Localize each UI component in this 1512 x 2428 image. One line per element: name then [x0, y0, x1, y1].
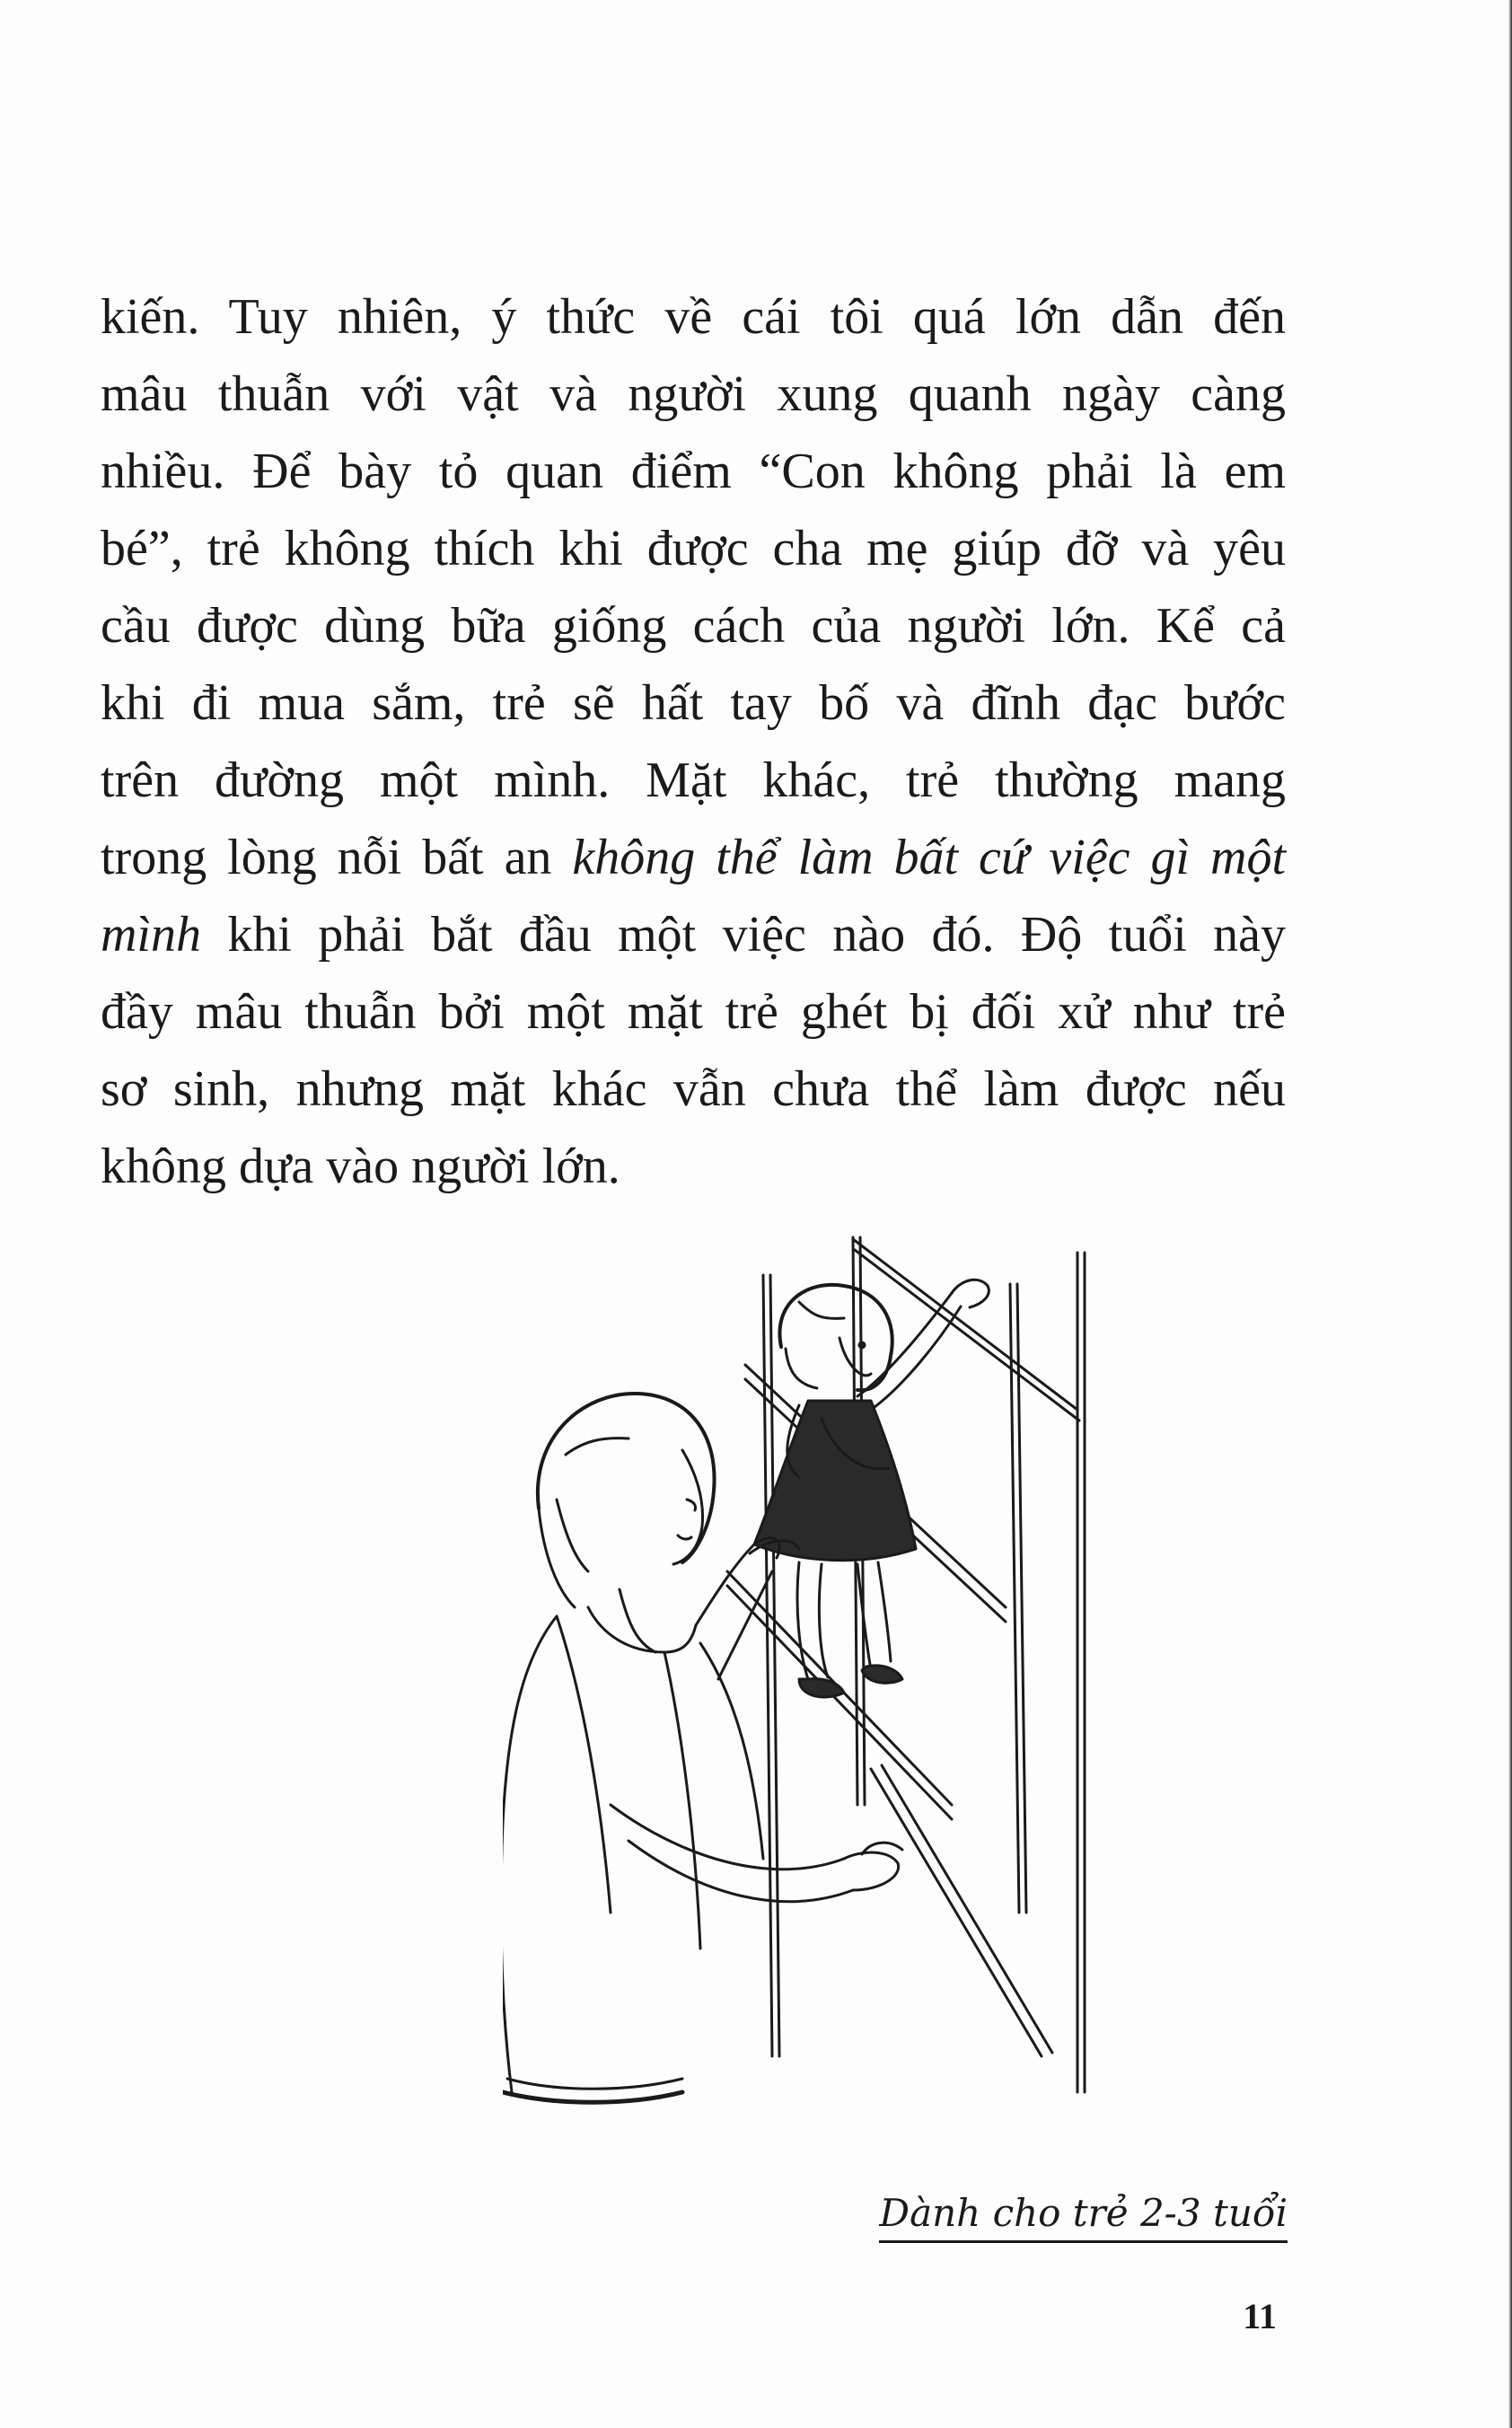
body-paragraph — [101, 278, 1286, 1205]
text-line — [101, 819, 1286, 896]
climbing-frame — [727, 1237, 1085, 2092]
text-line: kiến. Tuy nhiên, ý thức về cái tôi quá lớn dẫn đến — [101, 289, 1286, 345]
text-line: nhiều. Để bày tỏ quan điểm “Con không phải là em — [101, 444, 1286, 499]
text-line: cầu được dùng bữa giống cách của người lớn. Kể cả — [101, 598, 1286, 654]
text-line: đầy mâu thuẫn bởi một mặt trẻ ghét bị đối xử như trẻ — [101, 984, 1286, 1040]
parent-child-climbing-illustration — [503, 1230, 1329, 2119]
text-segment: trong lòng nỗi bất an — [101, 830, 573, 885]
text-line: không dựa vào người lớn. — [101, 1139, 620, 1194]
page-edge — [1508, 0, 1512, 2428]
text-segment: khi phải bắt đầu một việc nào đó. Độ tuổi này — [201, 907, 1286, 963]
text-line: bé”, trẻ không thích khi được cha mẹ giúp đỡ và yêu — [101, 521, 1286, 576]
section-title: Dành cho trẻ 2-3 tuổi — [879, 2191, 1288, 2243]
text-line: trên đường một mình. Mặt khác, trẻ thường mang — [101, 752, 1286, 808]
text-line: khi đi mua sắm, trẻ sẽ hất tay bố và đĩnh đạc bước — [101, 675, 1286, 731]
italic-phrase: mình — [101, 907, 201, 963]
page-number: 11 — [1243, 2296, 1277, 2336]
text-line — [101, 896, 1286, 973]
text-line: mâu thuẫn với vật và người xung quanh ngày càng — [101, 366, 1286, 422]
text-line: sơ sinh, nhưng mặt khác vẫn chưa thể làm được nếu — [101, 1061, 1286, 1117]
italic-phrase: không thể làm bất cứ việc gì một — [572, 830, 1286, 885]
